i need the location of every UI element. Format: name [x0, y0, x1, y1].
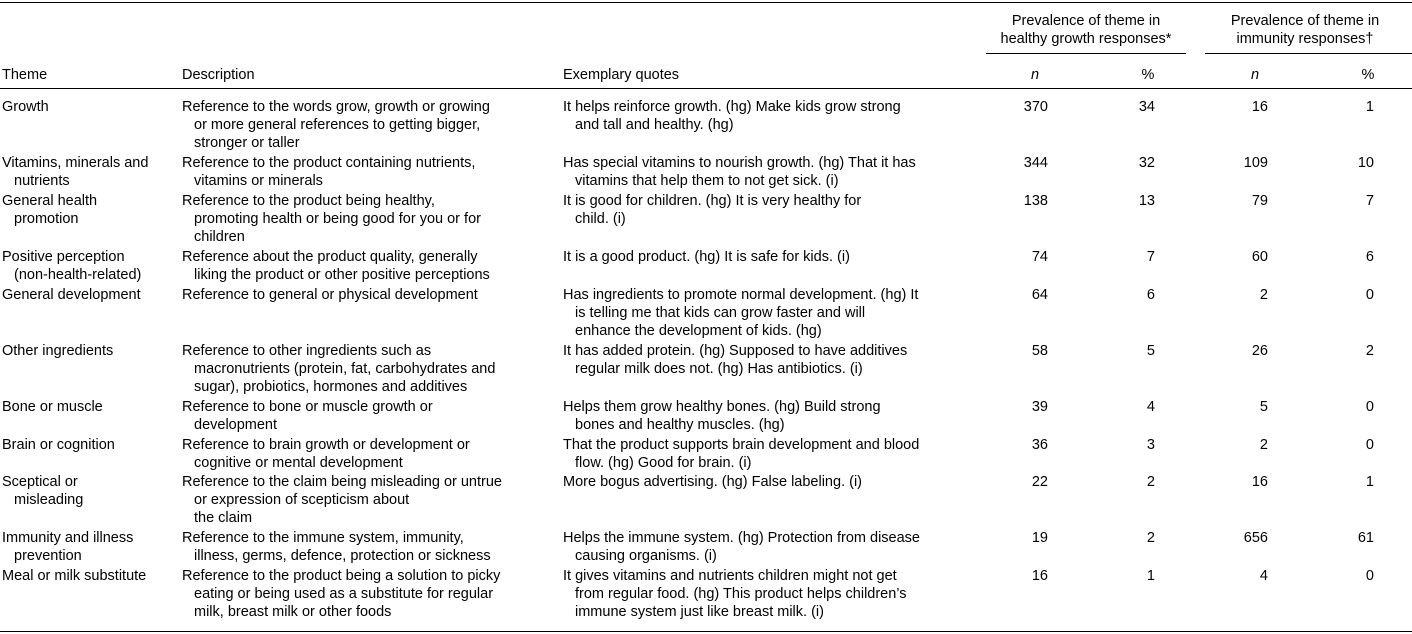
- header-group-immunity-line: immunity responses†: [1236, 31, 1374, 47]
- quote-cell-line: child. (i): [575, 211, 626, 227]
- theme-cell-line: Immunity and illness: [2, 530, 134, 546]
- quote-cell-line: That the product supports brain development and blood: [563, 437, 920, 453]
- immunity-n-cell: 2: [1259, 287, 1268, 303]
- quote-cell: [563, 529, 920, 565]
- description-cell-line: Reference to bone or muscle growth or: [182, 399, 433, 415]
- quote-cell: [563, 567, 907, 621]
- quote-cell-line: bones and healthy muscles. (hg): [575, 417, 785, 433]
- growth-n-cell: 58: [1031, 343, 1048, 359]
- growth-pct-cell: 13: [1138, 193, 1155, 209]
- growth-n-cell: 19: [1031, 530, 1048, 546]
- quote-cell-line: causing organisms. (i): [575, 548, 717, 564]
- theme-cell: [2, 567, 146, 585]
- bottom-rule: [0, 631, 1412, 632]
- description-cell-line: the claim: [194, 510, 253, 526]
- quote-cell-line: It gives vitamins and nutrients children might not get: [563, 568, 897, 584]
- immunity-n-cell: 109: [1243, 155, 1268, 171]
- quote-cell-line: immune system just like breast milk. (i): [575, 604, 824, 620]
- header-description: Description: [182, 67, 255, 83]
- theme-cell-line: General development: [2, 287, 141, 303]
- description-cell-line: Reference to the product being a solution to picky: [182, 568, 501, 584]
- description-cell: [182, 286, 478, 304]
- immunity-pct-cell: 1: [1365, 474, 1374, 490]
- quote-cell-line: from regular food. (hg) This product helps children’s: [575, 586, 907, 602]
- description-cell: [182, 529, 491, 565]
- theme-cell: [2, 473, 83, 509]
- quote-cell-line: Helps the immune system. (hg) Protection from disease: [563, 530, 920, 546]
- theme-cell-line: Meal or milk substitute: [2, 568, 147, 584]
- quote-cell: [563, 154, 916, 190]
- theme-cell-line: Growth: [2, 99, 49, 115]
- theme-cell-line: promotion: [14, 211, 79, 227]
- immunity-pct-cell: 61: [1357, 530, 1374, 546]
- header-group-immunity: [1205, 12, 1405, 48]
- theme-cell-line: (non-health-related): [14, 267, 142, 283]
- immunity-n-cell: 5: [1259, 399, 1268, 415]
- description-cell-line: Reference to the immune system, immunity,: [182, 530, 464, 546]
- quote-cell: [563, 473, 862, 491]
- quote-cell-line: is telling me that kids can grow faster and will: [575, 305, 866, 321]
- growth-pct-cell: 6: [1146, 287, 1155, 303]
- growth-n-cell: 64: [1031, 287, 1048, 303]
- growth-n-cell: 370: [1023, 99, 1048, 115]
- top-rule: [0, 2, 1412, 3]
- description-cell-line: or expression of scepticism about: [194, 492, 410, 508]
- theme-cell: [2, 154, 148, 190]
- growth-pct-cell: 4: [1146, 399, 1155, 415]
- theme-cell: [2, 98, 49, 116]
- header-growth-n: n: [1030, 67, 1040, 83]
- growth-n-cell: 39: [1031, 399, 1048, 415]
- quote-cell-line: Has special vitamins to nourish growth. (hg) That it has: [563, 155, 916, 171]
- theme-cell: [2, 436, 115, 454]
- header-rule: [0, 88, 1412, 89]
- quote-cell-line: Helps them grow healthy bones. (hg) Build strong: [563, 399, 881, 415]
- growth-pct-cell: 1: [1146, 568, 1155, 584]
- growth-n-cell: 74: [1031, 249, 1048, 265]
- immunity-pct-cell: 10: [1357, 155, 1374, 171]
- immunity-pct-cell: 6: [1365, 249, 1374, 265]
- description-cell: [182, 473, 502, 527]
- quote-cell-line: It has added protein. (hg) Supposed to have additives: [563, 343, 908, 359]
- theme-cell-line: Bone or muscle: [2, 399, 103, 415]
- header-group-growth-line: Prevalence of theme in: [1011, 13, 1161, 29]
- quote-cell: [563, 398, 881, 434]
- quote-cell-line: enhance the development of kids. (hg): [575, 323, 822, 339]
- description-cell-line: Reference about the product quality, generally: [182, 249, 478, 265]
- header-group-growth: [986, 12, 1186, 48]
- growth-n-cell: 16: [1031, 568, 1048, 584]
- quote-cell-line: It is good for children. (hg) It is very healthy for: [563, 193, 862, 209]
- header-immunity-n: n: [1250, 67, 1260, 83]
- theme-cell-line: Sceptical or: [2, 474, 78, 490]
- description-cell-line: sugar), probiotics, hormones and additives: [194, 379, 468, 395]
- quote-cell-line: It is a good product. (hg) It is safe for kids. (i): [563, 249, 850, 265]
- immunity-pct-cell: 1: [1365, 99, 1374, 115]
- theme-cell-line: misleading: [14, 492, 84, 508]
- immunity-n-cell: 16: [1251, 99, 1268, 115]
- theme-cell: [2, 248, 141, 284]
- theme-cell-line: prevention: [14, 548, 82, 564]
- growth-n-cell: 138: [1023, 193, 1048, 209]
- immunity-pct-cell: 2: [1365, 343, 1374, 359]
- description-cell-line: or more general references to getting bigger,: [194, 117, 481, 133]
- immunity-n-cell: 2: [1259, 437, 1268, 453]
- header-immunity-pct: %: [1361, 67, 1375, 83]
- description-cell-line: cognitive or mental development: [194, 455, 403, 471]
- theme-cell-line: Positive perception: [2, 249, 125, 265]
- description-cell-line: eating or being used as a substitute for regular: [194, 586, 494, 602]
- growth-n-cell: 344: [1023, 155, 1048, 171]
- description-cell-line: vitamins or minerals: [194, 173, 323, 189]
- theme-cell-line: Brain or cognition: [2, 437, 115, 453]
- description-cell-line: Reference to the claim being misleading or untrue: [182, 474, 502, 490]
- header-group-growth-line: healthy growth responses*: [1000, 31, 1172, 47]
- growth-pct-cell: 2: [1146, 530, 1155, 546]
- description-cell-line: promoting health or being good for you or for: [194, 211, 481, 227]
- quote-cell: [563, 286, 918, 340]
- description-cell: [182, 192, 481, 246]
- description-cell: [182, 342, 495, 396]
- immunity-n-cell: 79: [1251, 193, 1268, 209]
- description-cell: [182, 567, 500, 621]
- description-cell: [182, 248, 490, 284]
- description-cell-line: Reference to the product containing nutrients,: [182, 155, 476, 171]
- immunity-group-rule: [1205, 53, 1412, 54]
- immunity-n-cell: 656: [1243, 530, 1268, 546]
- description-cell-line: Reference to the words grow, growth or growing: [182, 99, 490, 115]
- quote-cell: [563, 98, 901, 134]
- growth-n-cell: 36: [1031, 437, 1048, 453]
- growth-pct-cell: 3: [1146, 437, 1155, 453]
- theme-cell: [2, 529, 133, 565]
- immunity-pct-cell: 0: [1365, 437, 1374, 453]
- immunity-pct-cell: 0: [1365, 287, 1374, 303]
- growth-pct-cell: 5: [1146, 343, 1155, 359]
- description-cell: [182, 98, 490, 152]
- description-cell: [182, 154, 475, 190]
- quote-cell-line: and tall and healthy. (hg): [575, 117, 734, 133]
- header-group-immunity-line: Prevalence of theme in: [1230, 13, 1380, 29]
- growth-group-rule: [986, 53, 1186, 54]
- immunity-n-cell: 16: [1251, 474, 1268, 490]
- growth-n-cell: 22: [1031, 474, 1048, 490]
- description-cell-line: Reference to brain growth or development or: [182, 437, 470, 453]
- quote-cell-line: Has ingredients to promote normal development. (hg) It: [563, 287, 919, 303]
- quote-cell-line: It helps reinforce growth. (hg) Make kids grow strong: [563, 99, 901, 115]
- quote-cell-line: More bogus advertising. (hg) False labeling. (i): [563, 474, 862, 490]
- theme-cell-line: nutrients: [14, 173, 70, 189]
- description-cell-line: Reference to the product being healthy,: [182, 193, 435, 209]
- theme-cell: [2, 342, 113, 360]
- growth-pct-cell: 2: [1146, 474, 1155, 490]
- growth-pct-cell: 32: [1138, 155, 1155, 171]
- immunity-n-cell: 26: [1251, 343, 1268, 359]
- immunity-pct-cell: 0: [1365, 568, 1374, 584]
- description-cell-line: stronger or taller: [194, 135, 300, 151]
- theme-cell: [2, 398, 103, 416]
- description-cell-line: Reference to other ingredients such as: [182, 343, 432, 359]
- quote-cell: [563, 192, 861, 228]
- header-theme: Theme: [2, 67, 48, 83]
- description-cell-line: milk, breast milk or other foods: [194, 604, 392, 620]
- growth-pct-cell: 34: [1138, 99, 1155, 115]
- header-exemplary-quotes: Exemplary quotes: [563, 67, 680, 83]
- description-cell-line: illness, germs, defence, protection or sickness: [194, 548, 491, 564]
- description-cell-line: children: [194, 229, 245, 245]
- quote-cell-line: vitamins that help them to not get sick. (i): [575, 173, 839, 189]
- theme-cell: [2, 286, 141, 304]
- quote-cell: [563, 342, 907, 378]
- description-cell-line: Reference to general or physical development: [182, 287, 478, 303]
- description-cell-line: liking the product or other positive perceptions: [194, 267, 490, 283]
- description-cell-line: development: [194, 417, 278, 433]
- growth-pct-cell: 7: [1146, 249, 1155, 265]
- immunity-pct-cell: 0: [1365, 399, 1374, 415]
- quote-cell-line: flow. (hg) Good for brain. (i): [575, 455, 752, 471]
- immunity-pct-cell: 7: [1365, 193, 1374, 209]
- description-cell: [182, 398, 433, 434]
- immunity-n-cell: 60: [1251, 249, 1268, 265]
- theme-cell-line: Vitamins, minerals and: [2, 155, 149, 171]
- theme-cell-line: Other ingredients: [2, 343, 114, 359]
- theme-cell: [2, 192, 97, 228]
- header-growth-pct: %: [1141, 67, 1155, 83]
- immunity-n-cell: 4: [1259, 568, 1268, 584]
- description-cell-line: macronutrients (protein, fat, carbohydrates and: [194, 361, 496, 377]
- description-cell: [182, 436, 470, 472]
- theme-cell-line: General health: [2, 193, 98, 209]
- quote-cell-line: regular milk does not. (hg) Has antibiotics. (i): [575, 361, 863, 377]
- quote-cell: [563, 436, 919, 472]
- quote-cell: [563, 248, 850, 266]
